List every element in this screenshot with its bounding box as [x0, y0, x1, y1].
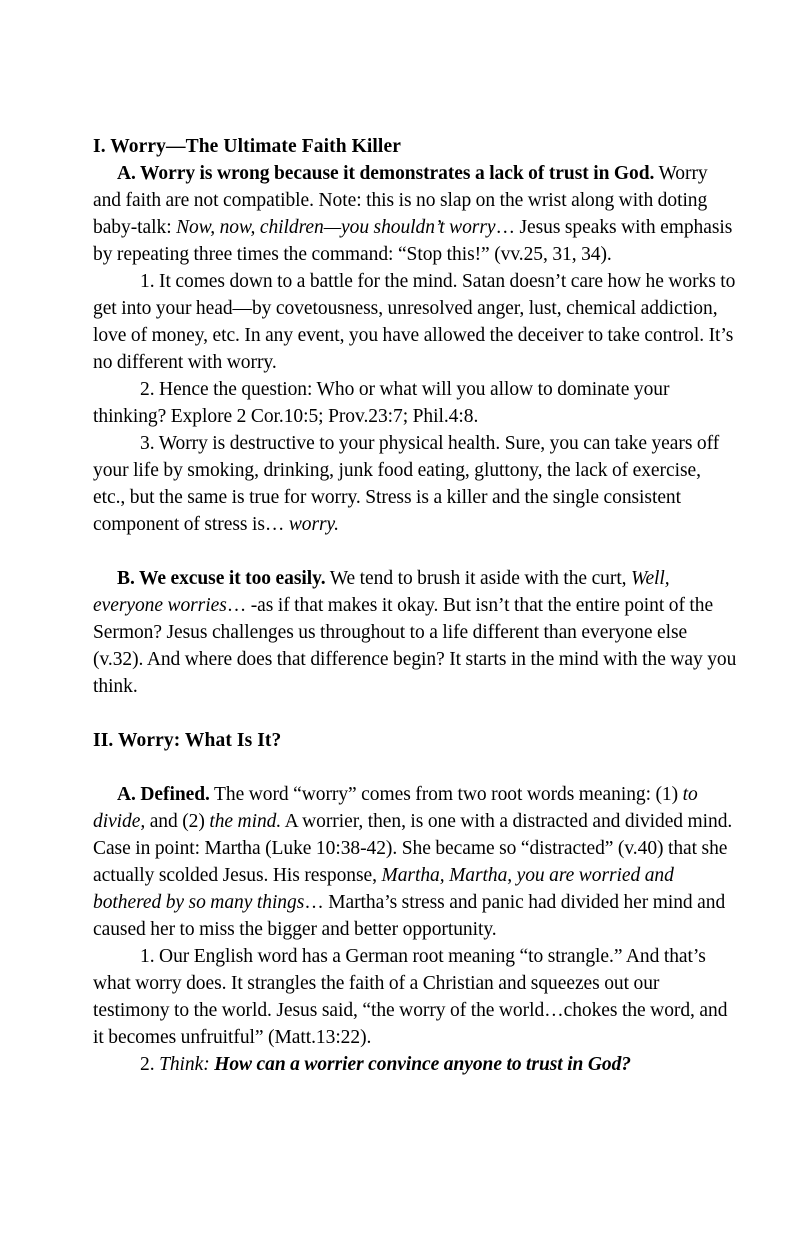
text-run: 1. Our English word has a German root meaning “to strangle.” And that’s what worry does. It strangles the faith of a Christian and squeezes out our testimony to the world. Jesus said, “the worry of the world…chokes the word, and it becomes unfruitful” (Matt.13:22). — [93, 946, 732, 1048]
paragraph-spacer — [93, 754, 737, 781]
text-run: to divide, — [93, 784, 703, 832]
paragraph-spacer — [93, 538, 737, 565]
body-paragraph — [93, 160, 737, 268]
body-paragraph — [93, 430, 737, 538]
text-run: Worry and faith are not compatible. Note: this is no slap on the wrist along with doting baby-talk: — [93, 163, 713, 238]
text-run: Martha, Martha, you are worried and bothered by so many things — [93, 865, 679, 913]
text-run: … Jesus speaks with emphasis by repeating three times the command: “Stop this!” (vv.25, 31, 34). — [93, 217, 737, 265]
body-paragraph — [93, 943, 737, 1051]
text-run: II. Worry: What Is It? — [93, 730, 282, 751]
text-run: How can a worrier convince anyone to trust in God? — [214, 1054, 632, 1075]
body-paragraph — [93, 268, 740, 376]
text-run: Now, now, children—you shouldn’t worry — [176, 217, 496, 238]
section-heading — [93, 133, 737, 160]
text-run: … -as if that makes it okay. But isn’t that the entire point of the Sermon? Jesus challenges us throughout to a life different than everyone else (v.32). And where does that difference begin? It starts in the mind with the way you think. — [93, 595, 741, 697]
body-paragraph — [93, 1051, 737, 1078]
paragraph-spacer — [93, 700, 737, 727]
text-run: worry. — [288, 514, 339, 535]
body-paragraph — [93, 781, 737, 943]
text-run: Well, everyone worries — [93, 568, 675, 616]
text-run: A. Defined. — [117, 784, 210, 805]
text-run: B. We excuse it too easily. — [117, 568, 326, 589]
text-run: The word “worry” comes from two root words meaning: (1) — [209, 784, 683, 805]
text-run: 2. Hence the question: Who or what will you allow to dominate your thinking? Explore 2 Cor.10:5; Prov.23:7; Phil.4:8. — [93, 379, 674, 427]
text-run: I. Worry—The Ultimate Faith Killer — [93, 136, 401, 157]
text-run: 1. It comes down to a battle for the mind. Satan doesn’t care how he works to get into your head—by covetousness, unresolved anger, lust, chemical addiction, love of money, etc. In any event, you have allowed the deceiver to take control. It’s no different with worry. — [93, 271, 740, 373]
section-heading — [93, 727, 737, 754]
body-paragraph — [93, 565, 741, 700]
text-run: We tend to brush it aside with the curt, — [325, 568, 632, 589]
body-paragraph — [93, 376, 737, 430]
document-text-body — [93, 133, 741, 1078]
text-run: 2. — [140, 1054, 160, 1075]
text-run: 3. Worry is destructive to your physical health. Sure, you can take years off your life by smoking, drinking, junk food eating, gluttony, the lack of exercise, etc., but the same is true for worry. Stress is a killer and the single consistent component of stress is… — [93, 433, 724, 535]
text-run: the mind. — [209, 811, 282, 832]
text-run: and (2) — [145, 811, 210, 832]
text-run: … Martha’s stress and panic had divided her mind and caused her to miss the bigger and better opportunity. — [93, 892, 730, 940]
text-run: A worrier, then, is one with a distracted and divided mind. Case in point: Martha (Luke 10:38-42). She became so “distracted” (v.40) that she actually scolded Jesus. His response, — [93, 811, 737, 886]
text-run: Think: — [159, 1054, 210, 1075]
text-run: A. Worry is wrong because it demonstrates a lack of trust in God. — [117, 163, 655, 184]
